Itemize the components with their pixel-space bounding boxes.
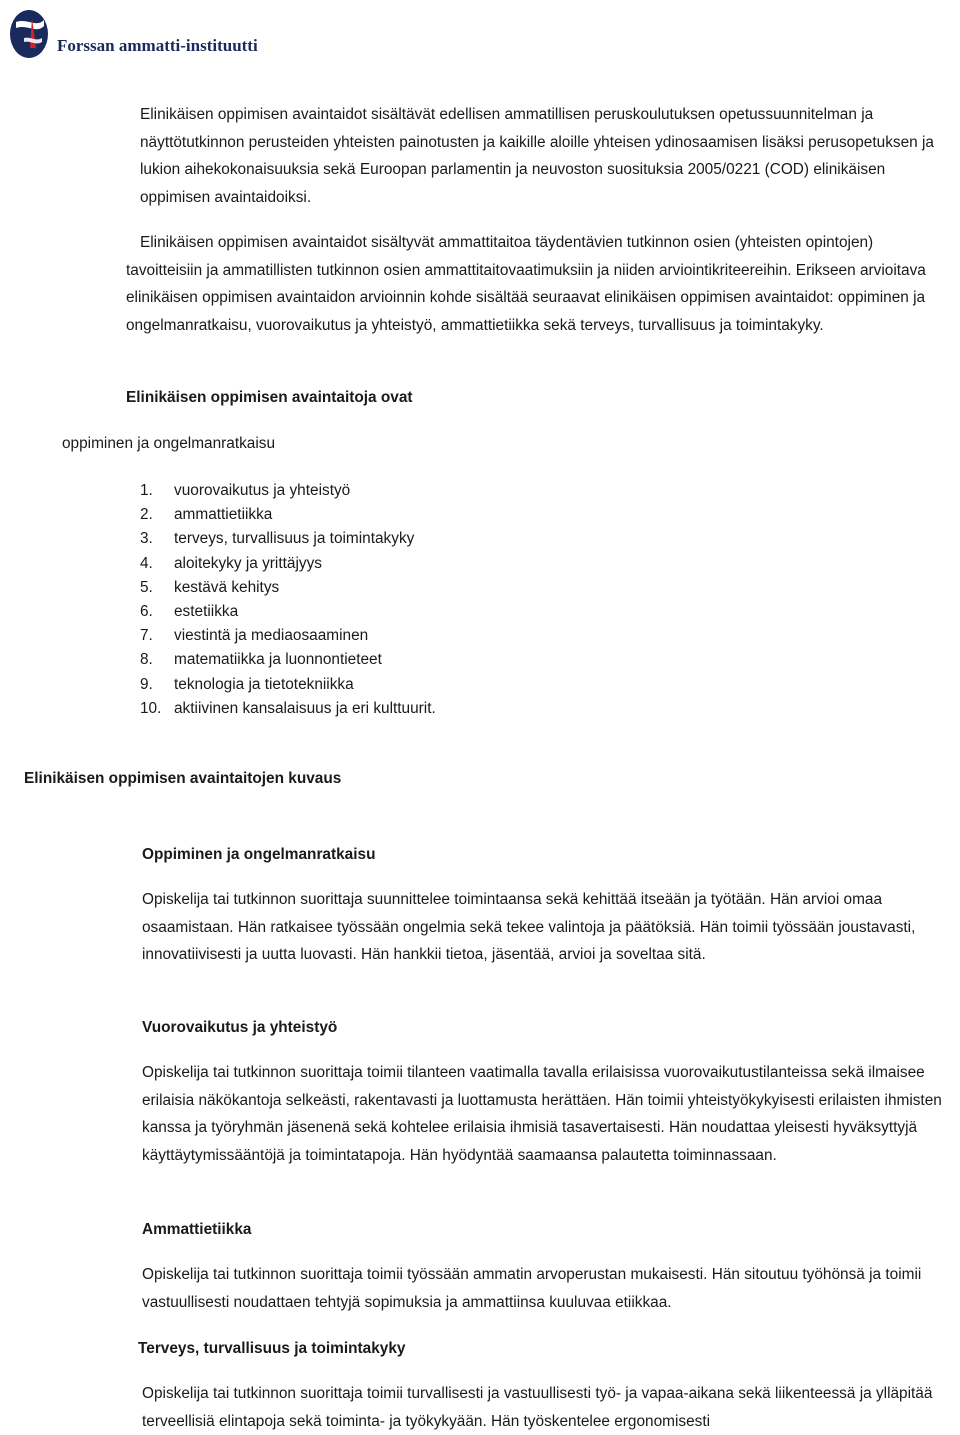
org-logo — [6, 6, 258, 60]
skills-first-item: oppiminen ja ongelmanratkaisu — [62, 435, 276, 452]
list-item: 6. estetiikka — [140, 602, 239, 620]
section-title-health: Terveys, turvallisuus ja toimintakyky — [138, 1340, 406, 1357]
section-text-learning: Opiskelija tai tutkinnon suorittaja suunnittelee toimintaansa sekä kehittää itseään ja työtään. Hän arvioi omaa osaamistaan. Hän ratkaisee työssään ongelmia sekä tekee valintoja ja päätöksiä. Hän toimii työssään joustavasti, innovatiivisesti ja uutta luovasti. Hän hankkii tietoa, jäsentää, arvioi ja soveltaa sitä. — [142, 891, 916, 963]
list-item: 4. aloitekyky ja yrittäjyys — [140, 554, 322, 572]
list-item: 2. ammattietiikka — [140, 506, 273, 524]
list-item: 8. matematiikka ja luonnontieteet — [140, 651, 382, 669]
list-item: 1. vuorovaikutus ja yhteistyö — [140, 482, 351, 499]
section-text-health: Opiskelija tai tutkinnon suorittaja toimii turvallisesti ja vastuullisesti työ- ja vapaa-aikana sekä liikenteessä ja ylläpitää terveellisiä elintapoja sekä toiminta- ja työkykyään. Hän työskentelee ergonomisesti — [142, 1385, 933, 1430]
section-title-ethics: Ammattietiikka — [142, 1221, 252, 1238]
section-title-learning: Oppiminen ja ongelmanratkaisu — [142, 846, 376, 863]
list-item: 7. viestintä ja mediaosaaminen — [140, 627, 369, 645]
section-text-ethics: Opiskelija tai tutkinnon suorittaja toimii työssään ammatin arvoperustan mukaisesti. Hän sitoutuu työhönsä ja toimii vastuullisesti noudattaen tehtyjä sopimuksia ja ammattiinsa kuuluvaa etiikkaa. — [142, 1266, 922, 1311]
list-item: 3. terveys, turvallisuus ja toimintakyky — [140, 530, 415, 548]
org-emblem-icon — [6, 8, 52, 60]
list-item: 10. aktiivinen kansalaisuus ja eri kulttuurit. — [140, 699, 436, 717]
section-title-interaction: Vuorovaikutus ja yhteistyö — [142, 1019, 338, 1036]
list-item: 5. kestävä kehitys — [140, 578, 280, 596]
intro-paragraph-2: Elinikäisen oppimisen avaintaidot sisältyvät ammattitaitoa täydentävien tutkinnon osien (yhteisten opintojen) tavoitteisiin ja ammatillisten tutkinnon osien ammattitaitovaatimuksiin ja niiden arviointikriteereihin. Erikseen arvioitava elinikäisen oppimisen avaintaidon arvioinnin kohde sisältää seuraavat elinikäisen oppimisen avaintaidot: oppiminen ja ongelmanratkaisu, vuorovaikutus ja yhteistyö, ammattietiikka sekä terveys, turvallisuus ja toimintakyky. — [126, 234, 926, 334]
org-name: Forssan ammatti-instituutti — [57, 36, 258, 55]
list-item: 9. teknologia ja tietotekniikka — [140, 675, 354, 693]
descriptions-heading: Elinikäisen oppimisen avaintaitojen kuvaus — [24, 770, 342, 787]
skills-heading: Elinikäisen oppimisen avaintaitoja ovat — [126, 389, 413, 406]
section-text-interaction: Opiskelija tai tutkinnon suorittaja toimii tilanteen vaatimalla tavalla erilaisissa vuorovaikutustilanteissa sekä ilmaisee erilaisia näkökantoja selkeästi, rakentavasti ja luottamusta herättäen. Hän toimii yhteistyökykyisesti erilaisten ihmisten kanssa ja työryhmän jäsenenä sekä kohtelee erilaisia ihmisiä tasavertaisesti. Hän noudattaa yleisesti hyväksyttyjä käyttäytymissääntöjä ja toimintatapoja. Hän hyödyntää saamaansa palautetta toiminnassaan. — [142, 1064, 942, 1164]
skills-list — [140, 479, 436, 721]
intro-paragraph-1: Elinikäisen oppimisen avaintaidot sisältävät edellisen ammatillisen peruskoulutuksen opetussuunnitelman ja näyttötutkinnon perusteiden yhteisten painotusten ja kaikille aloille yhteisen ydinosaamisen lisäksi perusopetuksen ja lukion aihekokonaisuuksia sekä Euroopan parlamentin ja neuvoston suosituksia 2005/0221 (COD) elinikäisen oppimisen avaintaidoiksi. — [140, 106, 934, 206]
